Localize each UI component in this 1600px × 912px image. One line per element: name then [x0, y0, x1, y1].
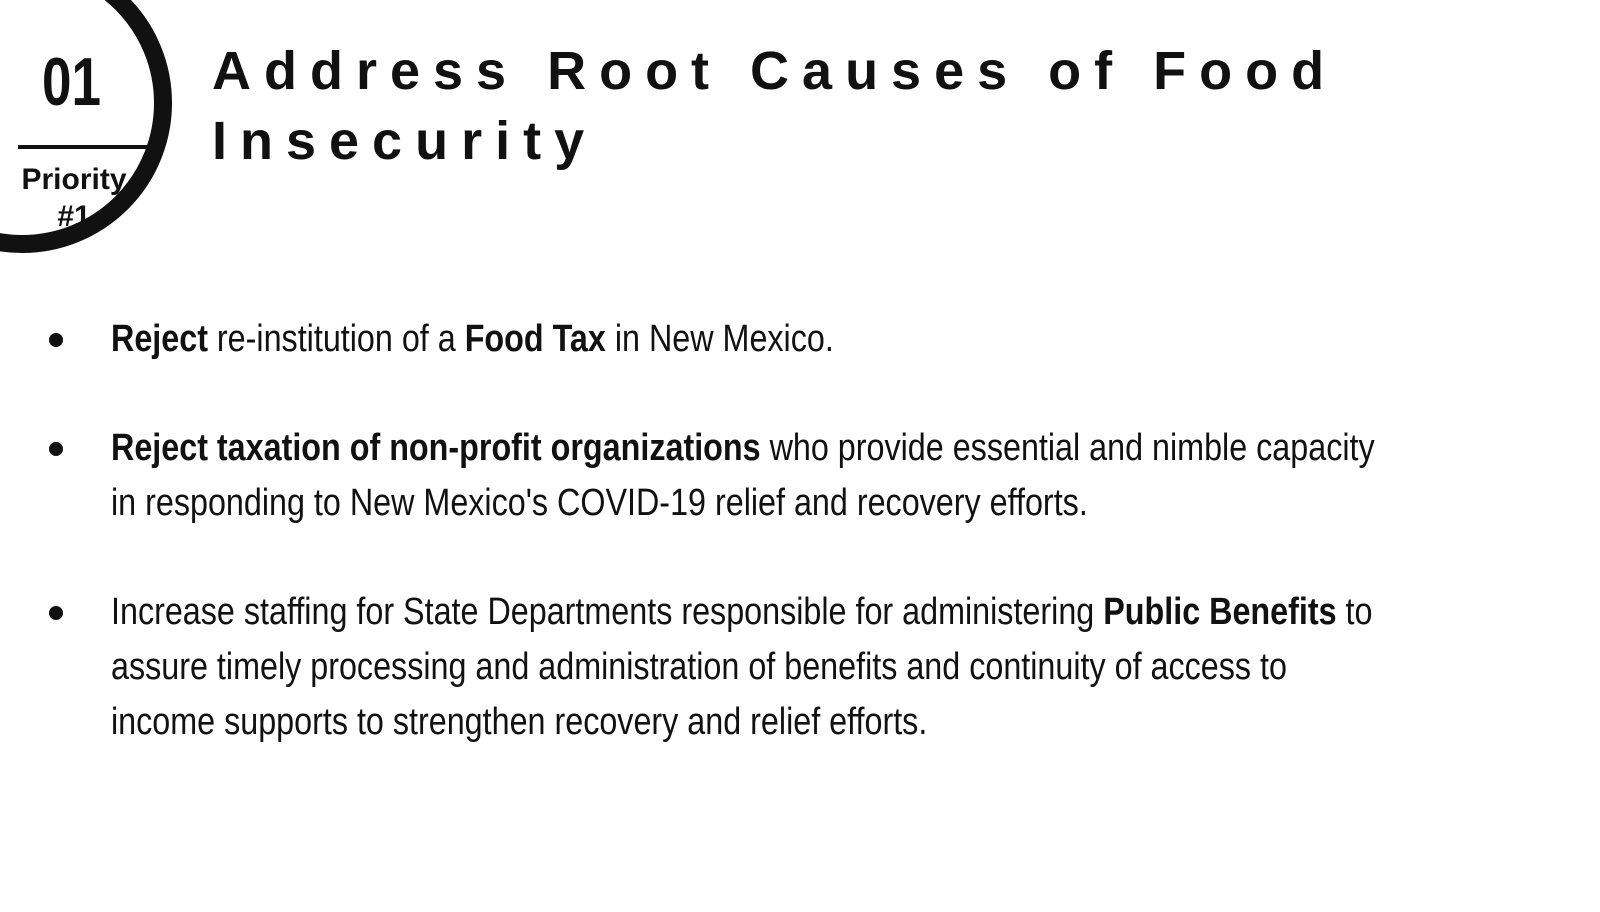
emphasis-text: Food Tax	[464, 318, 606, 360]
emphasis-text: Reject taxation of non-profit organizations	[111, 427, 761, 469]
list-item	[0, 421, 1600, 531]
priority-label-line1: Priority	[21, 163, 127, 196]
body-text: in New Mexico.	[605, 318, 834, 360]
list-item	[0, 312, 1600, 367]
body-text: who provide essential and nimble capacity in responding to New Mexico's COVID-19 relief and recovery efforts.	[111, 427, 1375, 524]
priority-number: 01	[42, 44, 101, 120]
emphasis-text: Public Benefits	[1103, 591, 1337, 633]
priority-badge	[0, 0, 172, 253]
list-item	[0, 585, 1600, 750]
body-text: re-institution of a	[207, 318, 465, 360]
section-heading	[212, 36, 1392, 176]
emphasis-text: Reject	[111, 318, 208, 360]
list-item-text	[111, 585, 1386, 750]
body-text: to assure timely processing and administration of benefits and continuity of access to income supports to strengthen recovery and relief efforts.	[111, 591, 1373, 743]
body-text: Increase staffing for State Departments responsible for administering	[111, 591, 1104, 633]
bullet-icon	[49, 442, 63, 456]
list-item-text	[111, 421, 1386, 531]
bullet-icon	[49, 606, 63, 620]
badge-divider	[18, 145, 162, 149]
priority-label	[18, 161, 130, 235]
priority-label-line2: #1	[57, 200, 91, 233]
recommendation-list	[0, 312, 1600, 804]
list-item-text	[111, 312, 1386, 367]
bullet-icon	[49, 333, 63, 347]
heading-line2: Insecurity	[212, 111, 598, 171]
heading-line1: Address Root Causes of Food	[212, 41, 1338, 101]
